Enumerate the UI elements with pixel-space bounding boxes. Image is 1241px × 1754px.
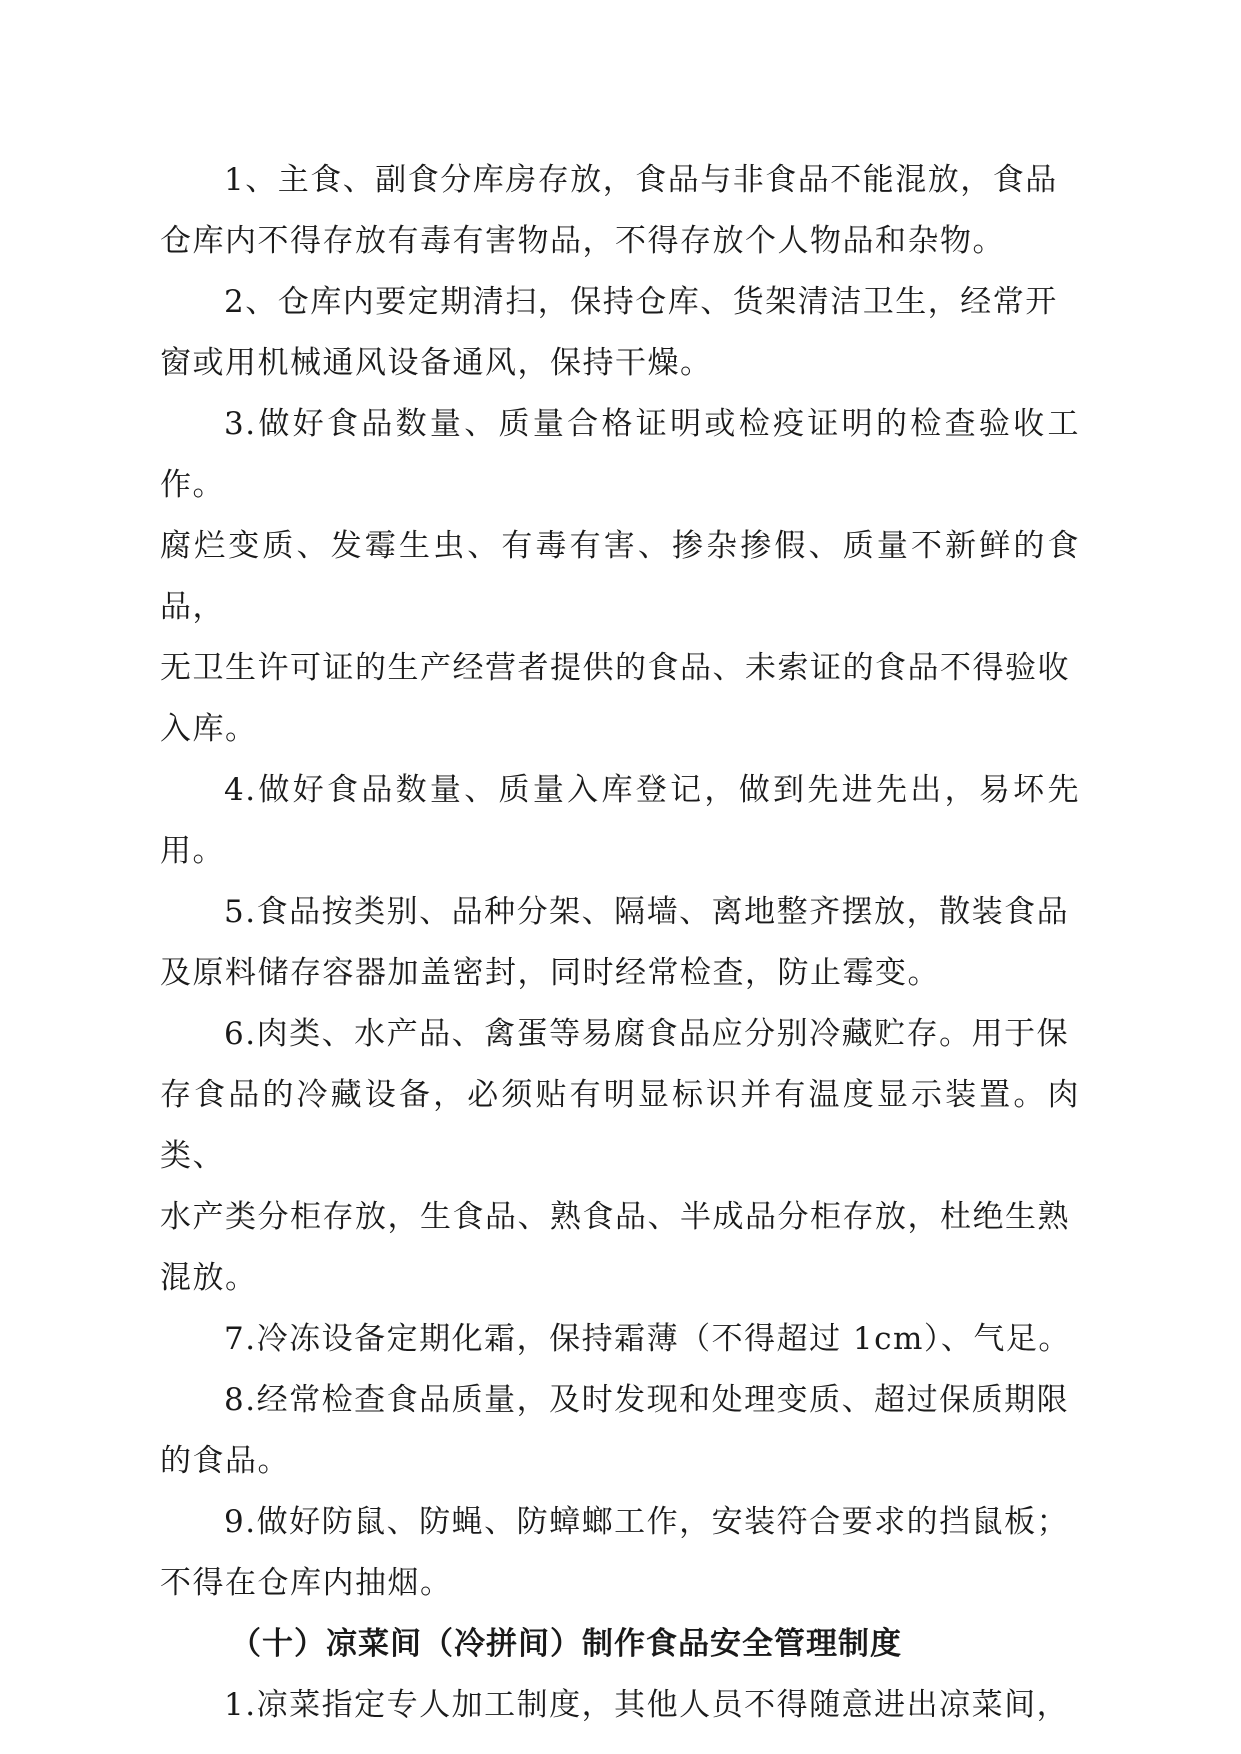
- paragraph-line: 不得在仓库内抽烟。: [160, 1565, 453, 1601]
- paragraph-line: 4.做好食品数量、质量入库登记，做到先进先出，易坏先用。: [160, 772, 1080, 869]
- paragraph-line: 仓库内不得存放有毒有害物品，不得存放个人物品和杂物。: [160, 223, 1005, 259]
- paragraph-5: [160, 882, 1080, 1004]
- paragraph-3: [160, 394, 1080, 760]
- paragraph-line: 的食品。: [160, 1443, 290, 1479]
- paragraph-1: [160, 150, 1080, 272]
- paragraph-8: [160, 1370, 1080, 1492]
- paragraph-line: 9.做好防鼠、防蝇、防蟑螂工作，安装符合要求的挡鼠板；: [224, 1504, 1070, 1540]
- paragraph-line: 存食品的冷藏设备，必须贴有明显标识并有温度显示装置。肉类、: [160, 1077, 1080, 1174]
- paragraph-7: [160, 1309, 1080, 1370]
- paragraph-4: [160, 760, 1080, 882]
- section-paragraph-1: [160, 1675, 1080, 1736]
- paragraph-line: 3.做好食品数量、质量合格证明或检疫证明的检查验收工作。: [160, 406, 1080, 503]
- paragraph-line: 水产类分柜存放，生食品、熟食品、半成品分柜存放，杜绝生熟: [160, 1199, 1070, 1235]
- paragraph-line: 8.经常检查食品质量，及时发现和处理变质、超过保质期限: [224, 1382, 1070, 1418]
- paragraph-line: 7.冷冻设备定期化霜，保持霜薄（不得超过 1cm）、气足。: [224, 1321, 1071, 1357]
- paragraph-line: 无卫生许可证的生产经营者提供的食品、未索证的食品不得验收: [160, 650, 1070, 686]
- paragraph-line: 1、主食、副食分库房存放，食品与非食品不能混放，食品: [224, 162, 1058, 198]
- section-paragraph-list: [160, 1675, 1080, 1736]
- document-page: [160, 150, 1080, 1736]
- paragraph-line: 混放。: [160, 1260, 258, 1296]
- paragraph-line: 窗或用机械通风设备通风，保持干燥。: [160, 345, 713, 381]
- paragraph-list: [160, 150, 1080, 1614]
- section-heading: （十）凉菜间（冷拼间）制作食品安全管理制度: [230, 1626, 902, 1662]
- paragraph-line: 入库。: [160, 711, 258, 747]
- paragraph-9: [160, 1492, 1080, 1614]
- paragraph-2: [160, 272, 1080, 394]
- paragraph-line: 5.食品按类别、品种分架、隔墙、离地整齐摆放，散装食品: [224, 894, 1070, 930]
- paragraph-line: 6.肉类、水产品、禽蛋等易腐食品应分别冷藏贮存。用于保: [224, 1016, 1070, 1052]
- paragraph-line: 腐烂变质、发霉生虫、有毒有害、掺杂掺假、质量不新鲜的食品，: [160, 528, 1080, 625]
- paragraph-line: 2、仓库内要定期清扫，保持仓库、货架清洁卫生，经常开: [224, 284, 1058, 320]
- paragraph-line: 1.凉菜指定专人加工制度，其他人员不得随意进出凉菜间，: [224, 1687, 1070, 1723]
- paragraph-6: [160, 1004, 1080, 1309]
- paragraph-line: 及原料储存容器加盖密封，同时经常检查，防止霉变。: [160, 955, 940, 991]
